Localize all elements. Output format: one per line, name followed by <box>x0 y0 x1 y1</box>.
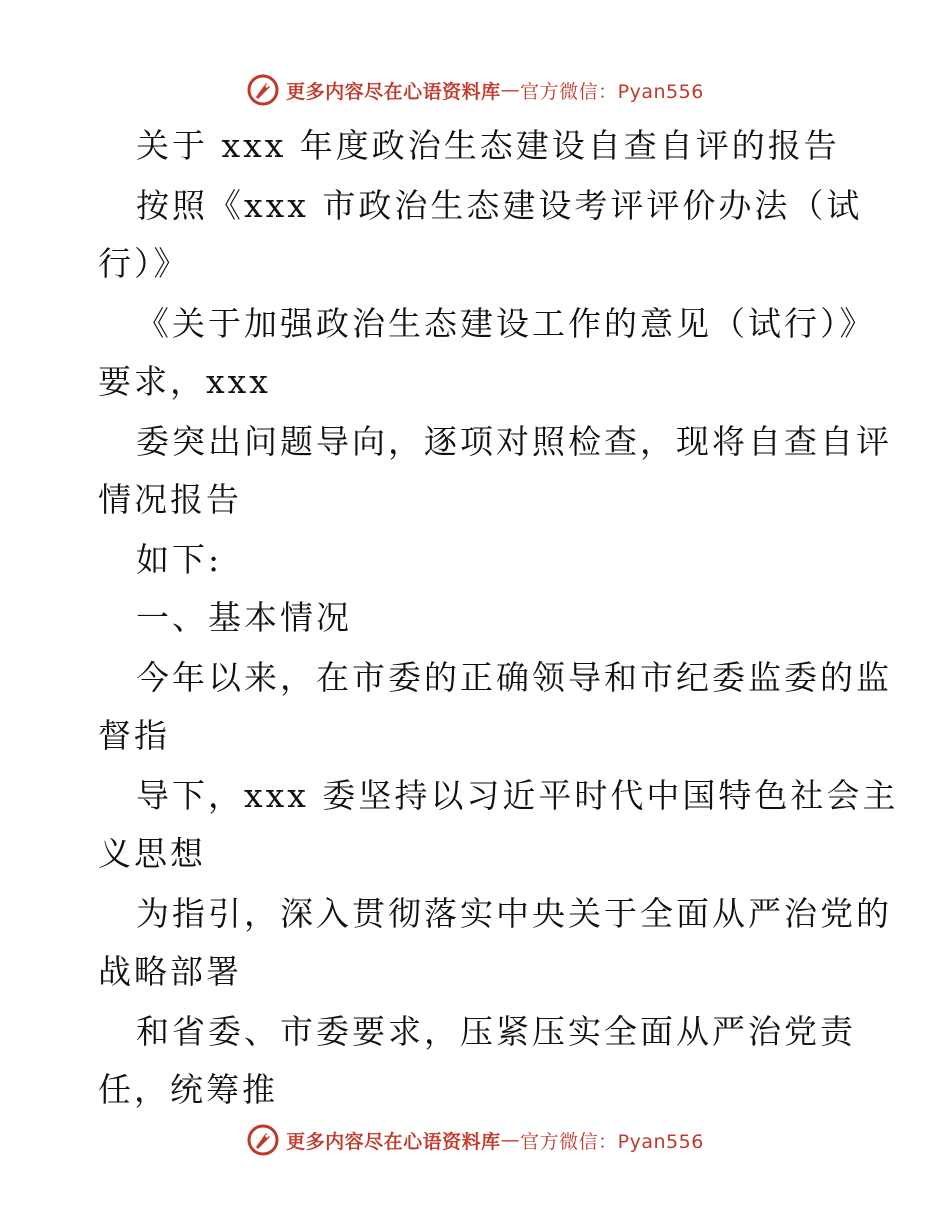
watermark-separator: — <box>500 79 521 101</box>
section-heading: 一、基本情况 <box>136 598 352 637</box>
paragraph-line: 为指引，深入贯彻落实中央关于全面从严治党的 <box>136 894 892 933</box>
watermark-tail: 官方微信：Pyan556 <box>520 1130 704 1153</box>
paragraph-line: 今年以来，在市委的正确领导和市纪委监委的监 <box>136 658 892 697</box>
watermark-banner-bottom <box>0 1120 950 1160</box>
paragraph-line: 《关于加强政治生态建设工作的意见（试行）》 <box>136 304 876 343</box>
paragraph-line: 义思想 <box>98 834 206 873</box>
paragraph-line: 行）》 <box>98 244 190 283</box>
paragraph-line: 要求，xxx <box>98 362 271 401</box>
pen-nib-logo-icon <box>246 1123 280 1157</box>
document-title: 关于 xxx 年度政治生态建设自查自评的报告 <box>136 126 840 165</box>
paragraph-line: 情况报告 <box>98 480 242 519</box>
watermark-tail: 官方微信：Pyan556 <box>520 80 704 103</box>
paragraph-line: 按照《xxx 市政治生态建设考评评价办法（试 <box>136 186 863 225</box>
watermark-banner-top <box>0 70 950 110</box>
paragraph-line: 如下: <box>136 540 223 579</box>
pen-nib-logo-icon <box>246 73 280 107</box>
watermark-lead: 更多内容尽在心语资料库 <box>286 80 501 103</box>
watermark-lead: 更多内容尽在心语资料库 <box>286 1130 501 1153</box>
paragraph-line: 和省委、市委要求，压紧压实全面从严治党责 <box>136 1012 856 1051</box>
paragraph-line: 任，统筹推 <box>98 1070 278 1109</box>
watermark-separator: — <box>500 1129 521 1151</box>
paragraph-line: 战略部署 <box>98 952 242 991</box>
paragraph-line: 督指 <box>98 716 170 755</box>
paragraph-line: 委突出问题导向，逐项对照检查，现将自查自评 <box>136 422 892 461</box>
paragraph-line: 导下，xxx 委坚持以习近平时代中国特色社会主 <box>136 776 899 815</box>
